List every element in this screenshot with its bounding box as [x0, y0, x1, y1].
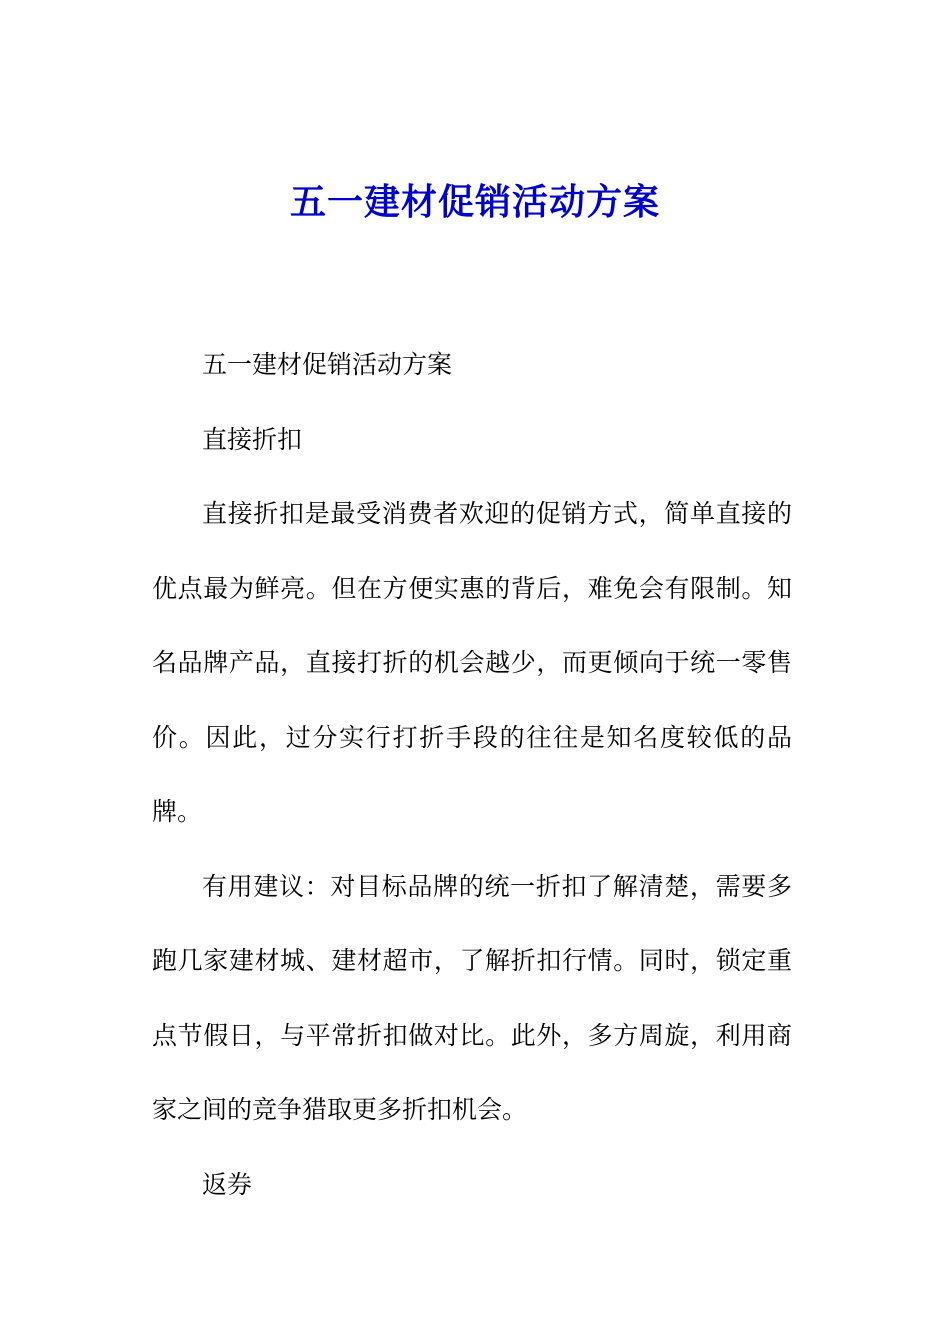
section-heading-direct-discount: 直接折扣 — [202, 424, 303, 454]
paragraph-direct-discount: 直接折扣是最受消费者欢迎的促销方式，简单直接的优点最为鲜亮。但在方便实惠的背后，难免会有限制。知名品牌产品，直接打折的机会越少，而更倾向于统一零售价。因此，过分实行打折手段的往往是知名度较低的品牌。 — [152, 499, 792, 826]
document-title: 五一建材促销活动方案 — [289, 181, 660, 223]
paragraph-suggestion: 有用建议：对目标品牌的统一折扣了解清楚，需要多跑几家建材城、建材超市，了解折扣行情。同时，锁定重点节假日，与平常折扣做对比。此外，多方周旋，利用商家之间的竞争猎取更多折扣机会。 — [152, 871, 792, 1124]
section-heading-coupon: 返券 — [202, 1169, 253, 1199]
paragraph-heading: 五一建材促销活动方案 — [202, 350, 453, 379]
document-body — [152, 328, 792, 1222]
